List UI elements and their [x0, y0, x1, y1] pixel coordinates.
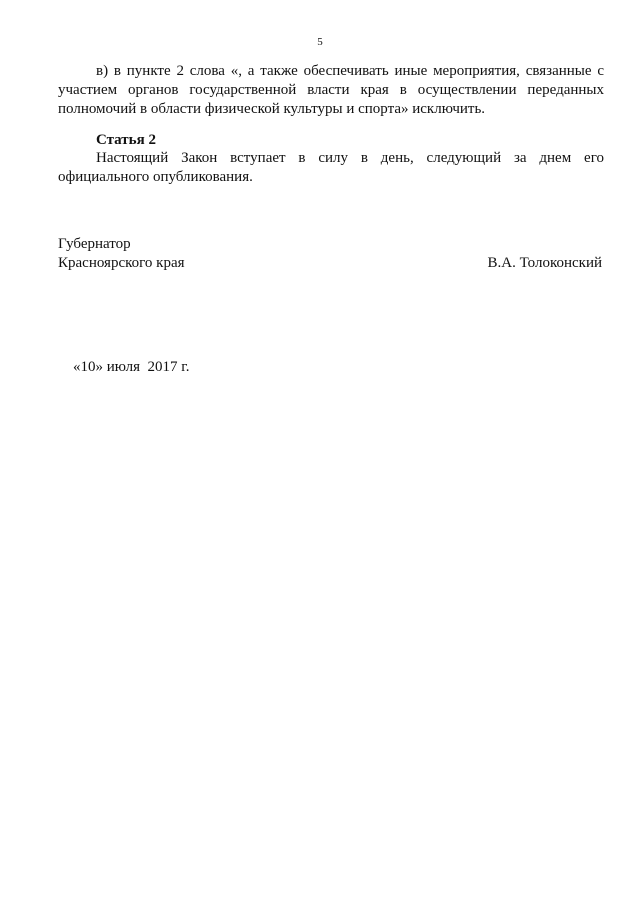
signatory-region: Красноярского края [58, 255, 185, 271]
paragraph-effective-date: Настоящий Закон вступает в силу в день, следующий за днем его официального опубликования. [58, 150, 604, 185]
page-number: 5 [317, 36, 323, 48]
paragraph-amendment: в) в пункте 2 слова «, а также обеспечивать иные мероприятия, связанные с участием органов государственной власти края в осуществлении переданных полномочий в области физической культуры и спорта» исключить. [58, 63, 604, 117]
article-heading: Статья 2 [96, 132, 156, 148]
signatory-title: Губернатор [58, 236, 131, 252]
document-date: «10» июля 2017 г. [73, 359, 190, 375]
signatory-name: В.А. Толоконский [487, 255, 602, 271]
